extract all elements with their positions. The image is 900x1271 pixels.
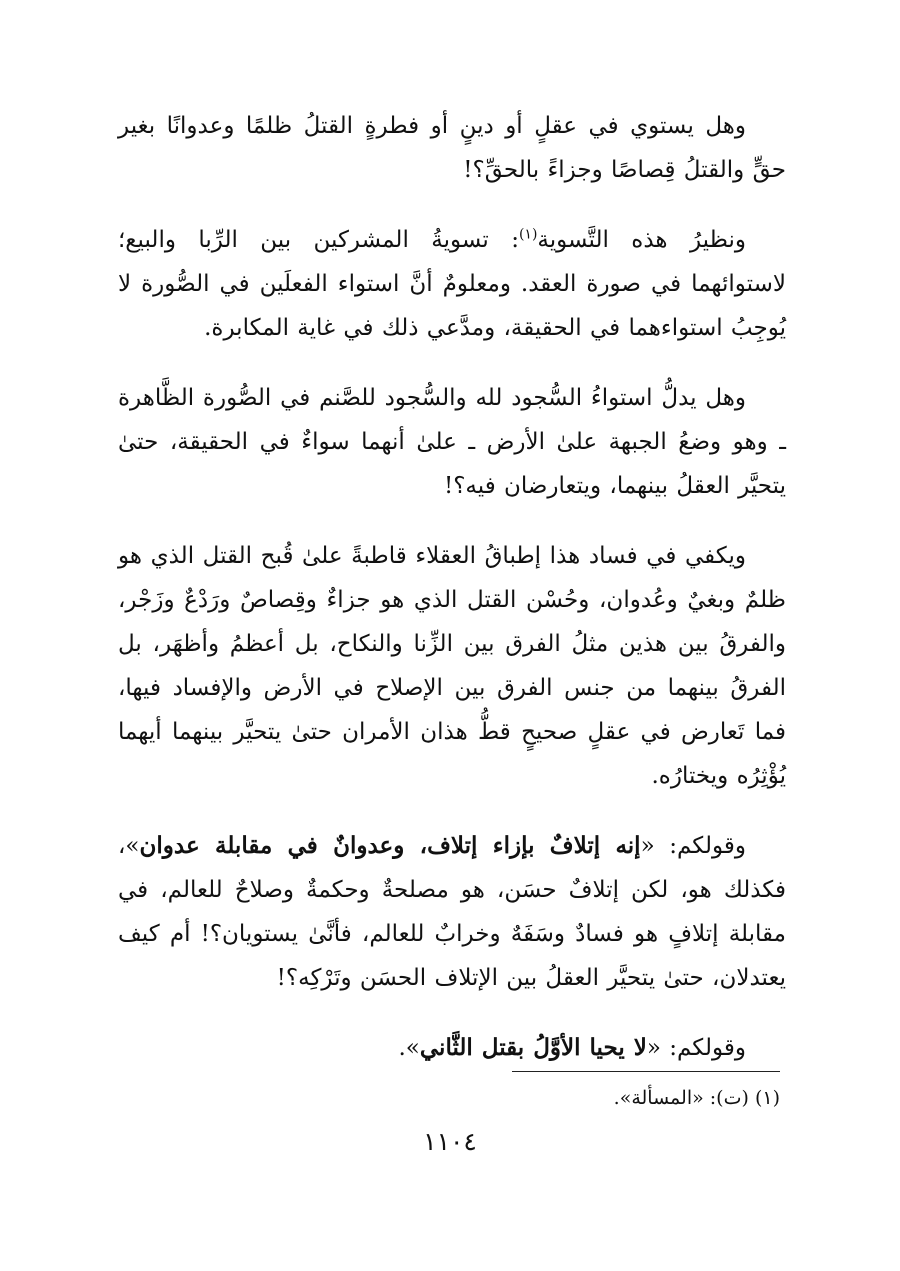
footnote [120, 1082, 780, 1114]
paragraph-text: وقولكم: « [646, 1035, 746, 1061]
paragraph-4 [118, 534, 786, 798]
footnote-text: (ت): «المسألة». [613, 1087, 749, 1109]
paragraph-text: وقولكم: « [640, 833, 746, 859]
paragraph-text-continued: : تسويةُ المشركين بين الرِّبا والبيع؛ لاستوائهما في صورة العقد. ومعلومٌ أنَّ استواء الفعلَين في الصُّورة لا يُوجِبُ استواءهما في الحقيقة، ومدَّعي ذلك في غاية المكابرة. [118, 227, 786, 341]
paragraph-text: ونظيرُ هذه التَّسوية [537, 227, 746, 253]
main-text [118, 104, 786, 1096]
paragraph-text-continued: »، فكذلك هو، لكن إتلافٌ حسَن، هو مصلحةٌ وحكمةٌ وصلاحٌ للعالم، في مقابلة إتلافٍ هو فسادٌ وسَفَهٌ وخرابٌ للعالم، فأنَّىٰ يستويان؟! أم كيف يعتدلان، حتىٰ يتحيَّر العقلُ بين الإتلاف الحسَن وتَرْكِه؟! [118, 833, 786, 991]
paragraph-3 [118, 376, 786, 508]
paragraph-1 [118, 104, 786, 192]
paragraph-text: وهل يستوي في عقلٍ أو دينٍ أو فطرةٍ القتلُ ظلمًا وعدوانًا بغير حقٍّ والقتلُ قِصاصًا وجزاءً بالحقِّ؟! [118, 113, 786, 183]
quoted-claim: لا يحيا الأوَّلُ بقتل الثَّاني [419, 1034, 647, 1061]
paragraph-text: وهل يدلُّ استواءُ السُّجود لله والسُّجود للصَّنم في الصُّورة الظَّاهرة ـ وهو وضعُ الجبهة علىٰ الأرض ـ علىٰ أنهما سواءٌ في الحقيقة، حتىٰ يتحيَّر العقلُ بينهما، ويتعارضان فيه؟! [118, 385, 786, 499]
paragraph-text-continued: ». [398, 1035, 420, 1061]
footnote-reference[interactable]: (١) [518, 226, 538, 243]
page-number: ١١٠٤ [423, 1127, 477, 1156]
footnote-marker: (١) [754, 1087, 780, 1109]
paragraph-5 [118, 824, 786, 1000]
quoted-claim: إنه إتلافٌ بإزاء إتلاف، وعدوانٌ في مقابلة عدوان [139, 832, 641, 859]
paragraph-6 [118, 1026, 786, 1070]
footnote-separator [512, 1071, 780, 1072]
paragraph-2 [118, 218, 786, 350]
paragraph-text: ويكفي في فساد هذا إطباقُ العقلاء قاطبةً علىٰ قُبح القتل الذي هو ظلمٌ وبغيٌ وعُدوان، وحُسْن القتل الذي هو جزاءٌ وقِصاصٌ ورَدْعٌ وزَجْر، والفرقُ بين هذين مثلُ الفرق بين الزِّنا والنكاح، بل أعظمُ وأظهَر، بل الفرقُ بينهما من جنس الفرق بين الإصلاح في الأرض والإفساد فيها، فما تَعارض في عقلٍ صحيحٍ قطُّ هذان الأمران حتىٰ يتحيَّر بينهما أيهما يُؤْثِرُه ويختارُه. [118, 543, 786, 789]
